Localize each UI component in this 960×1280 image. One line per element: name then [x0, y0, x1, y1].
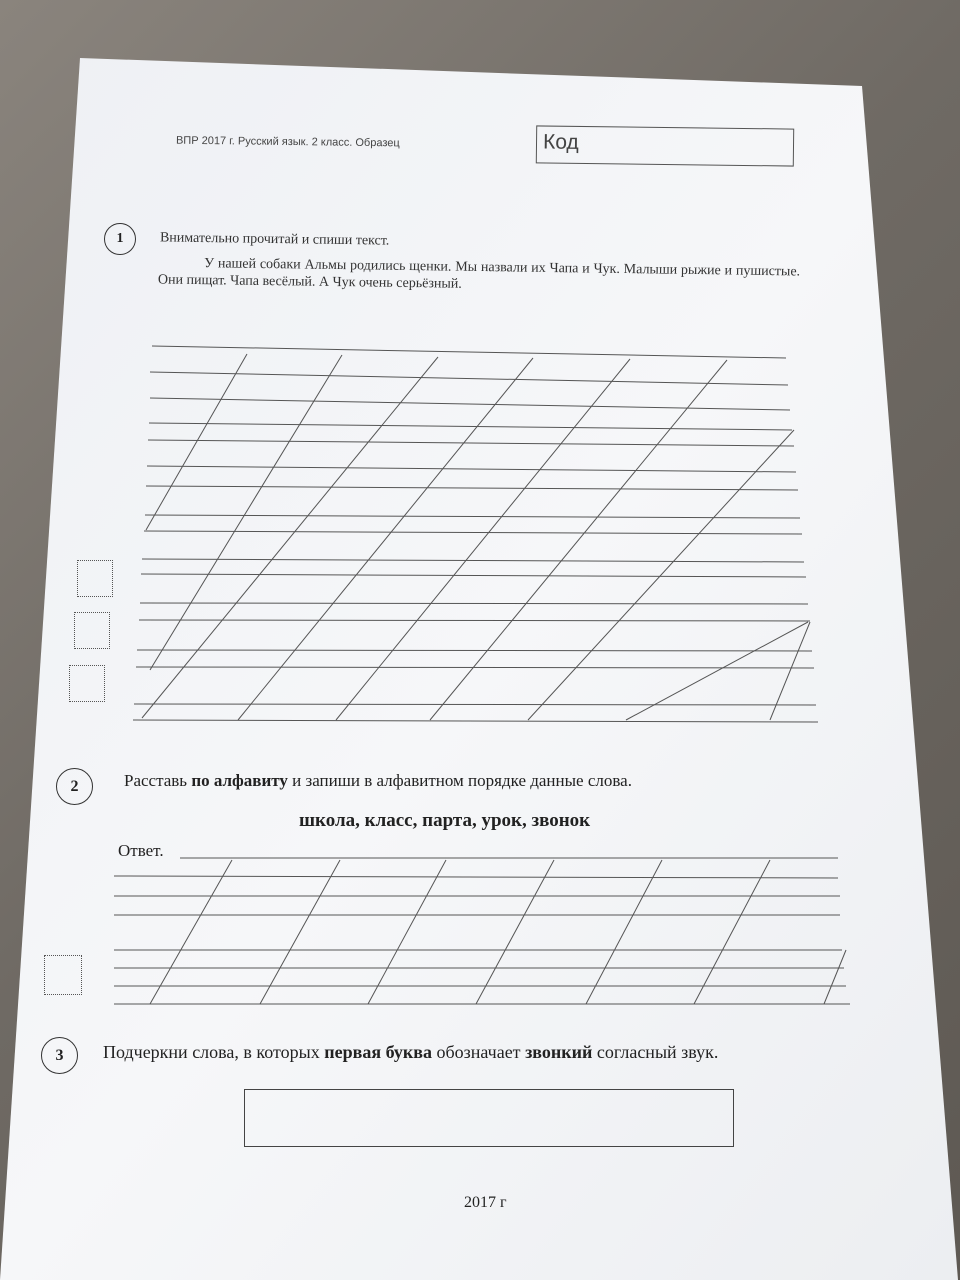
task-2-answer-label: Ответ.	[118, 841, 164, 860]
task-2-words: школа, класс, парта, урок, звонок	[299, 810, 591, 831]
task-3-answer-box[interactable]	[244, 1089, 734, 1147]
code-label: Код	[542, 130, 579, 154]
footer-year: 2017 г	[464, 1194, 507, 1211]
task-1-number: 1	[104, 223, 136, 255]
task-3-number: 3	[41, 1037, 78, 1074]
task-2-instruction: Расставь по алфавиту и запиши в алфавитном порядке данные слова.	[124, 771, 632, 790]
header-title: ВПР 2017 г. Русский язык. 2 класс. Образец	[175, 134, 400, 150]
task-3-instruction: Подчеркни слова, в которых первая буква обозначает звонкий согласный звук.	[103, 1042, 719, 1062]
task-2-number: 2	[56, 768, 93, 805]
task-1-instruction: Внимательно прочитай и спиши текст.	[159, 230, 390, 249]
score-box-4[interactable]	[44, 955, 82, 995]
task-1-text: У нашей собаки Альмы родились щенки. Мы назвали их Чапа и Чук. Малыши рыжие и пушистые. Они пищат. Чапа весёлый. А Чук очень серьёзный.	[157, 256, 801, 292]
